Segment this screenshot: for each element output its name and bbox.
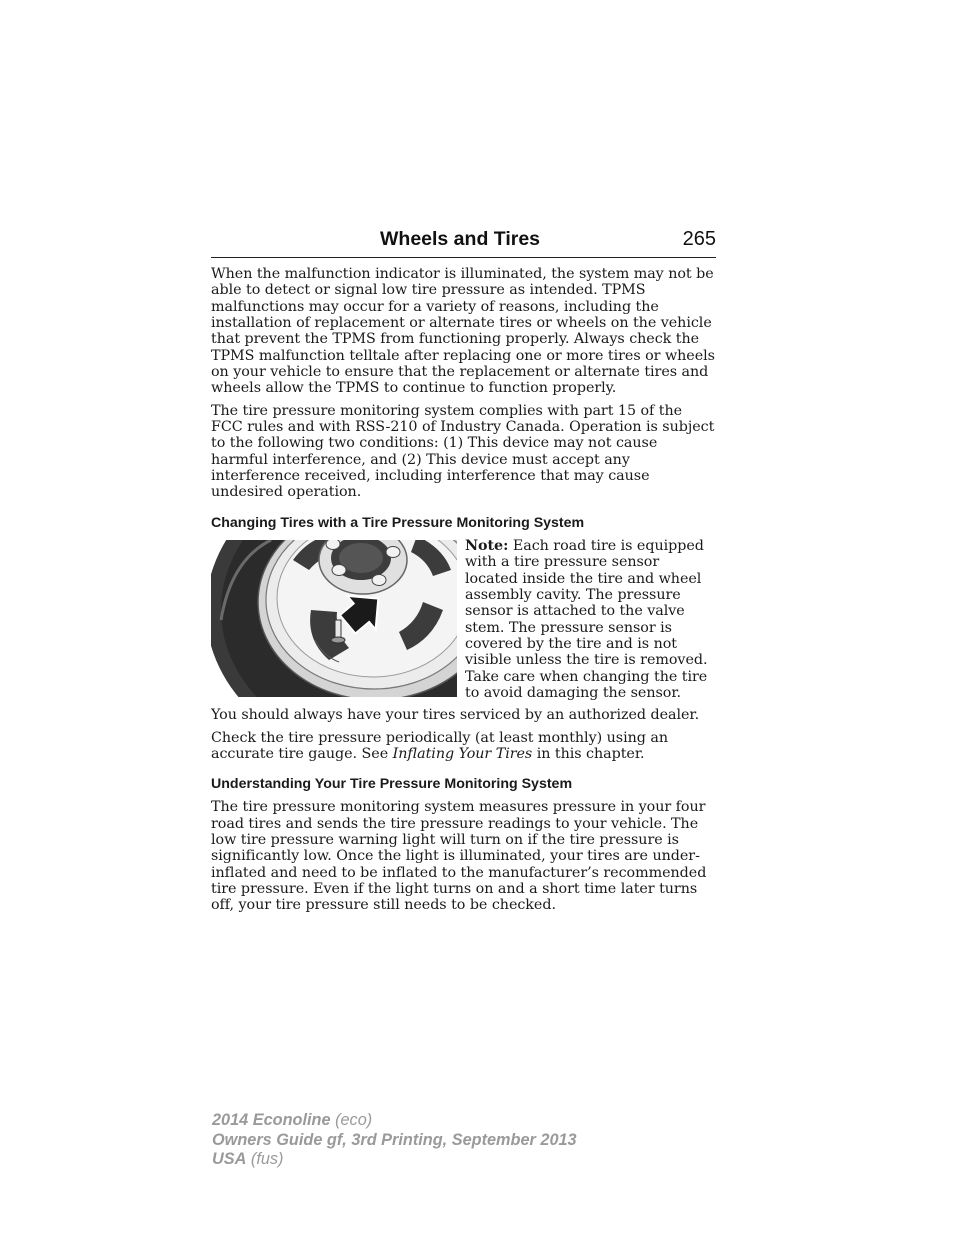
figure-note-row [211,538,716,701]
note-text: Each road tire is equipped with a tire pressure sensor located inside the tire and wheel assembly cavity. The pressure sensor is attached to the valve stem. The pressure sensor is covered by the tire and is not visible unless the tire is removed. Take care when changing the tire to avoid damaging the sensor. [465,537,708,701]
page-header [211,228,716,258]
footer-market-code: (fus) [246,1150,284,1168]
footer-line-market [212,1150,577,1170]
footer-market: USA [212,1150,247,1168]
section-heading-changing-tires: Changing Tires with a Tire Pressure Monitoring System [211,514,585,531]
footer-line-guide: Owners Guide gf, 3rd Printing, September 2013 [212,1130,577,1149]
footer-model-code: (eco) [330,1111,373,1129]
check-text-after: in this chapter. [532,745,645,762]
page-footer [212,1111,577,1170]
paragraph-malfunction: When the malfunction indicator is illuminated, the system may not be able to detect or signal low tire pressure as intended. TPMS malfunctions may occur for a variety of reasons, including the installation of replacement or alternate tires or wheels on the vehicle that prevent the TPMS from functioning properly. Always check the TPMS malfunction telltale after replacing one or more tires or wheels on your vehicle to ensure that the replacement or alternate tires and wheels allow the TPMS to continue to function properly. [211,266,715,397]
paragraph-fcc: The tire pressure monitoring system complies with part 15 of the FCC rules and with RSS-210 of Industry Canada. Operation is subject to the following two conditions: (1) This device may not cause harmful interference, and (2) This device must accept any interference received, including interference that may cause undesired operation. [211,402,715,501]
wheel-valve-stem-illustration [211,540,457,697]
footer-model: 2014 Econoline [212,1111,331,1129]
paragraph-dealer: You should always have your tires serviced by an authorized dealer. [211,707,700,724]
page-content [211,228,716,920]
note-paragraph [465,538,716,701]
paragraph-tpms-overview: The tire pressure monitoring system measures pressure in your four road tires and sends the tire pressure readings to your vehicle. The low tire pressure warning light will turn on if the tire pressure is significantly low. Once the light is illuminated, your tires are under-inflated and need to be inflated to the manufacturer’s recommended tire pressure. Even if the light turns on and a short time later turns off, your tire pressure still needs to be checked. [211,799,707,914]
footer-line-model [212,1111,577,1131]
chapter-title: Wheels and Tires [380,228,541,250]
page-number: 265 [682,228,716,250]
note-label: Note: [465,537,509,554]
section-heading-understanding-tpms: Understanding Your Tire Pressure Monitoring System [211,776,573,793]
check-text-before: Check the tire pressure periodically (at least monthly) using an accurate tire gauge. See [211,729,668,762]
cross-reference-link[interactable]: Inflating Your Tires [392,745,533,762]
paragraph-check-pressure [211,730,716,763]
